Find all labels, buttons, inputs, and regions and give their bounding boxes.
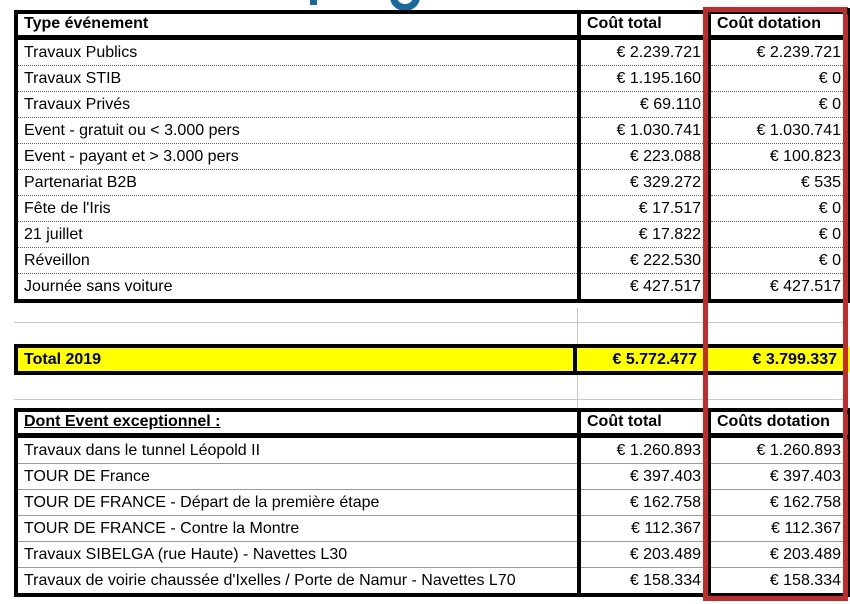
header-couts-dotation: Coûts dotation bbox=[709, 410, 849, 435]
cell-dotation: € 397.403 bbox=[709, 463, 849, 489]
cell-label: Travaux Privés bbox=[16, 91, 579, 117]
cell-total: € 329.272 bbox=[579, 169, 709, 195]
header-type-evenement: Type événement bbox=[16, 12, 579, 37]
cell-total: € 17.822 bbox=[579, 221, 709, 247]
event-cost-table bbox=[14, 10, 850, 303]
table-row bbox=[16, 463, 849, 489]
gridline bbox=[707, 308, 708, 344]
table-row bbox=[16, 541, 849, 567]
header-dont-event-exceptionnel: Dont Event exceptionnel : bbox=[16, 410, 579, 435]
gridline bbox=[14, 322, 847, 323]
cell-label: Travaux SIBELGA (rue Haute) - Navettes L30 bbox=[16, 541, 579, 567]
cell-total: € 1.260.893 bbox=[579, 435, 709, 463]
header-cout-total: Coût total bbox=[579, 12, 709, 37]
table-row bbox=[16, 221, 849, 247]
total-label: Total 2019 bbox=[18, 348, 577, 371]
table-row bbox=[16, 435, 849, 463]
cell-dotation: € 0 bbox=[709, 65, 849, 91]
cell-total: € 162.758 bbox=[579, 489, 709, 515]
cell-dotation: € 112.367 bbox=[709, 515, 849, 541]
total-row bbox=[14, 344, 847, 375]
cell-label: Travaux STIB bbox=[16, 65, 579, 91]
cell-total: € 2.239.721 bbox=[579, 37, 709, 65]
cell-total: € 397.403 bbox=[579, 463, 709, 489]
table-row bbox=[16, 169, 849, 195]
table-row bbox=[16, 489, 849, 515]
cell-label: TOUR DE FRANCE - Contre la Montre bbox=[16, 515, 579, 541]
table-row bbox=[16, 273, 849, 301]
cell-total: € 1.030.741 bbox=[579, 117, 709, 143]
cell-total: € 1.195.160 bbox=[579, 65, 709, 91]
exceptional-event-table bbox=[14, 408, 850, 597]
table-row bbox=[16, 567, 849, 595]
cell-dotation: € 162.758 bbox=[709, 489, 849, 515]
cell-total: € 69.110 bbox=[579, 91, 709, 117]
clipped-title-stem bbox=[310, 0, 317, 5]
cell-dotation: € 0 bbox=[709, 91, 849, 117]
cell-dotation: € 1.260.893 bbox=[709, 435, 849, 463]
gridline bbox=[14, 399, 847, 400]
table-header-row bbox=[16, 12, 849, 37]
cell-dotation: € 2.239.721 bbox=[709, 37, 849, 65]
cell-label: TOUR DE France bbox=[16, 463, 579, 489]
cell-dotation: € 0 bbox=[709, 195, 849, 221]
table-row bbox=[16, 37, 849, 65]
cell-dotation: € 0 bbox=[709, 247, 849, 273]
table-row bbox=[16, 117, 849, 143]
cell-label: Travaux dans le tunnel Léopold II bbox=[16, 435, 579, 463]
cell-total: € 158.334 bbox=[579, 567, 709, 595]
table-row bbox=[16, 515, 849, 541]
cell-dotation: € 158.334 bbox=[709, 567, 849, 595]
total-cout-dotation: € 3.799.337 bbox=[752, 351, 837, 368]
table-header-row bbox=[16, 410, 849, 435]
cell-total: € 223.088 bbox=[579, 143, 709, 169]
cell-total: € 17.517 bbox=[579, 195, 709, 221]
cell-label: Partenariat B2B bbox=[16, 169, 579, 195]
cell-total: € 222.530 bbox=[579, 247, 709, 273]
gridline bbox=[577, 308, 578, 344]
cell-label: Travaux Publics bbox=[16, 37, 579, 65]
cell-total: € 427.517 bbox=[579, 273, 709, 301]
cell-label: Event - gratuit ou < 3.000 pers bbox=[16, 117, 579, 143]
cell-label: Journée sans voiture bbox=[16, 273, 579, 301]
cell-dotation: € 203.489 bbox=[709, 541, 849, 567]
gridline bbox=[707, 375, 708, 408]
empty-rows-gap bbox=[14, 375, 847, 408]
table-row bbox=[16, 91, 849, 117]
gridline bbox=[577, 375, 578, 408]
cell-total: € 112.367 bbox=[579, 515, 709, 541]
cell-dotation: € 100.823 bbox=[709, 143, 849, 169]
table-row bbox=[16, 195, 849, 221]
cell-dotation: € 427.517 bbox=[769, 277, 841, 295]
cell-label: Fête de l'Iris bbox=[16, 195, 579, 221]
cell-label: Event - payant et > 3.000 pers bbox=[16, 143, 579, 169]
cell-label: Réveillon bbox=[16, 247, 579, 273]
table-row bbox=[16, 65, 849, 91]
cell-dotation: € 1.030.741 bbox=[709, 117, 849, 143]
header-cout-dotation: Coût dotation bbox=[709, 12, 849, 37]
cell-label: 21 juillet bbox=[16, 221, 579, 247]
table-row bbox=[16, 143, 849, 169]
empty-rows-gap bbox=[14, 308, 847, 344]
cell-dotation: € 0 bbox=[709, 221, 849, 247]
table-row bbox=[16, 247, 849, 273]
header-cout-total: Coût total bbox=[579, 410, 709, 435]
cell-dotation: € 535 bbox=[709, 169, 849, 195]
total-cout-total: € 5.772.477 bbox=[577, 348, 707, 371]
cell-total: € 203.489 bbox=[579, 541, 709, 567]
cell-label: Travaux de voirie chaussée d'Ixelles / Porte de Namur - Navettes L70 bbox=[16, 567, 579, 595]
cell-label: TOUR DE FRANCE - Départ de la première étape bbox=[16, 489, 579, 515]
